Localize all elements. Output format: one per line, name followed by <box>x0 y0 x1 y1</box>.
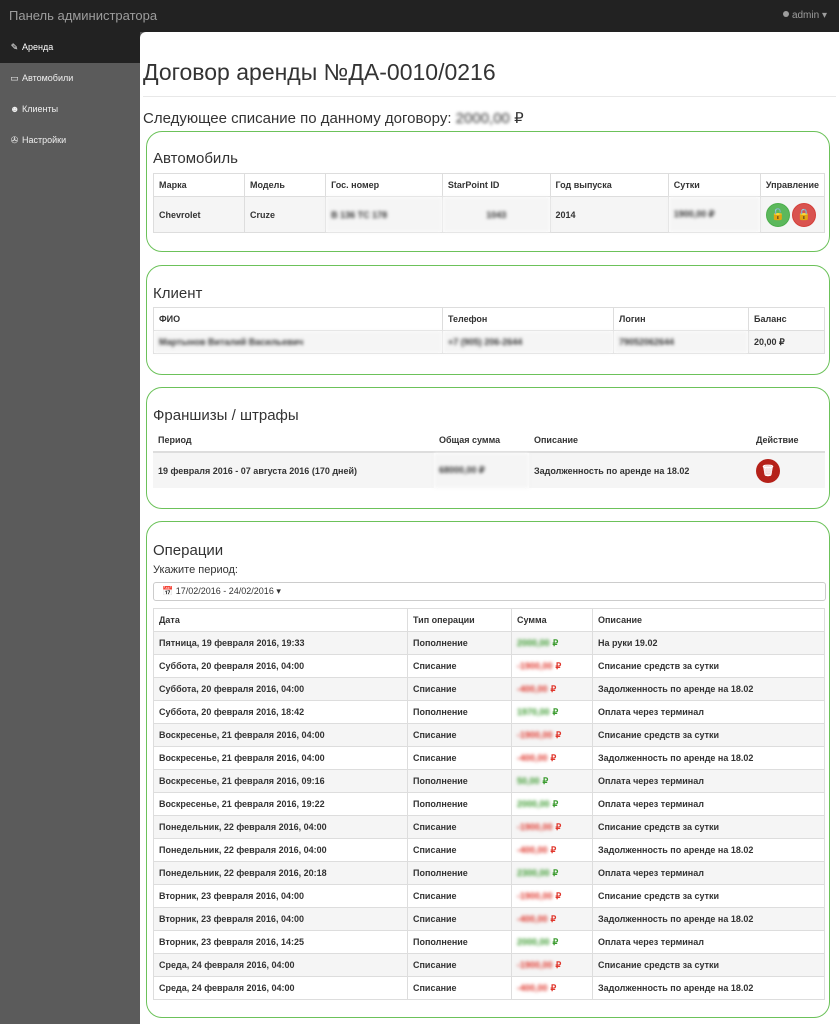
table-row <box>154 724 825 747</box>
currency-sign: ₽ <box>555 821 562 832</box>
column-header: Марка <box>154 174 245 197</box>
amount-value: -400,00 <box>517 683 548 694</box>
operation-date: Пятница, 19 февраля 2016, 19:33 <box>154 632 408 655</box>
client-name: Мартынов Виталий Васильевич <box>154 331 443 354</box>
caret-down-icon: ▾ <box>276 586 281 596</box>
currency-sign: ₽ <box>555 660 562 671</box>
operation-description: Задолженность по аренде на 18.02 <box>593 839 825 862</box>
operation-date: Вторник, 23 февраля 2016, 14:25 <box>154 931 408 954</box>
car-plate: В 136 ТС 178 <box>326 197 443 233</box>
operation-type: Списание <box>408 678 512 701</box>
operation-type: Пополнение <box>408 701 512 724</box>
operation-description: Задолженность по аренде на 18.02 <box>593 908 825 931</box>
table-row <box>154 197 825 233</box>
sidebar-item-label: Клиенты <box>22 104 59 114</box>
sidebar-item-label: Настройки <box>22 135 67 145</box>
calendar-icon: 📅 <box>162 586 174 596</box>
operation-description: Задолженность по аренде на 18.02 <box>593 977 825 1000</box>
operation-description: Списание средств за сутки <box>593 816 825 839</box>
car-panel <box>146 131 830 252</box>
amount-value: -1900,00 <box>517 959 553 970</box>
operation-date: Суббота, 20 февраля 2016, 04:00 <box>154 655 408 678</box>
amount-value: -1900,00 <box>517 660 553 671</box>
table-row <box>154 678 825 701</box>
operation-type: Пополнение <box>408 862 512 885</box>
client-login: 79052062644 <box>614 331 749 354</box>
operation-amount <box>512 747 593 770</box>
table-row <box>154 862 825 885</box>
table-row <box>154 839 825 862</box>
currency-sign: ₽ <box>550 683 557 694</box>
currency-sign: ₽ <box>552 936 559 947</box>
table-row <box>154 885 825 908</box>
amount-value: 2300,00 <box>517 867 550 878</box>
operation-amount <box>512 931 593 954</box>
sidebar-item-settings[interactable] <box>0 125 140 156</box>
fines-panel <box>146 387 830 509</box>
column-header: Модель <box>245 174 326 197</box>
client-balance: 20,00 ₽ <box>749 331 825 354</box>
operation-date: Среда, 24 февраля 2016, 04:00 <box>154 954 408 977</box>
user-menu[interactable]: admin ▾ <box>783 10 827 21</box>
amount-value: 2000,00 <box>517 798 550 809</box>
operation-date: Понедельник, 22 февраля 2016, 04:00 <box>154 839 408 862</box>
table-row <box>153 452 825 488</box>
lock-button[interactable] <box>792 203 816 227</box>
operations-table-body <box>154 632 825 1000</box>
operation-amount <box>512 885 593 908</box>
client-table <box>153 307 825 354</box>
currency-sign: ₽ <box>542 775 549 786</box>
operation-date: Суббота, 20 февраля 2016, 18:42 <box>154 701 408 724</box>
main-content <box>140 32 839 1024</box>
wrench-icon: ✇ <box>10 135 19 145</box>
operation-description: На руки 19.02 <box>593 632 825 655</box>
car-model: Cruze <box>245 197 326 233</box>
operation-amount <box>512 954 593 977</box>
operation-description: Оплата через терминал <box>593 701 825 724</box>
fine-description: Задолженность по аренде на 18.02 <box>529 452 751 488</box>
column-header: Период <box>153 429 434 452</box>
table-row <box>154 331 825 354</box>
table-row <box>154 793 825 816</box>
operation-description: Задолженность по аренде на 18.02 <box>593 747 825 770</box>
fines-heading: Франшизы / штрафы <box>153 407 299 424</box>
amount-value: -1900,00 <box>517 821 553 832</box>
column-header: StarPoint ID <box>442 174 550 197</box>
car-heading: Автомобиль <box>153 150 238 167</box>
operation-description: Оплата через терминал <box>593 793 825 816</box>
column-header: Сутки <box>668 174 760 197</box>
operation-amount <box>512 816 593 839</box>
title-divider <box>143 96 836 97</box>
operation-type: Списание <box>408 839 512 862</box>
operation-type: Списание <box>408 977 512 1000</box>
currency-sign: ₽ <box>550 752 557 763</box>
column-header: ФИО <box>154 308 443 331</box>
operation-type: Пополнение <box>408 931 512 954</box>
operation-date: Воскресенье, 21 февраля 2016, 04:00 <box>154 724 408 747</box>
operation-amount <box>512 908 593 931</box>
column-header: Дата <box>154 609 408 632</box>
table-row <box>154 747 825 770</box>
next-charge-value: 2000,00 <box>455 110 510 127</box>
currency-sign: ₽ <box>550 913 557 924</box>
operation-amount <box>512 977 593 1000</box>
unlock-button[interactable] <box>766 203 790 227</box>
amount-value: -400,00 <box>517 844 548 855</box>
sidebar-item-cars[interactable] <box>0 63 140 94</box>
next-charge-label: Следующее списание по данному договору: <box>143 110 452 127</box>
currency-sign: ₽ <box>555 729 562 740</box>
trash-icon: 🗑 <box>761 464 775 477</box>
operations-table <box>153 608 825 1000</box>
car-starpoint-id: 1043 <box>442 197 550 233</box>
operation-type: Списание <box>408 747 512 770</box>
period-label: Укажите период: <box>153 564 238 576</box>
car-brand: Chevrolet <box>154 197 245 233</box>
column-header: Действие <box>751 429 825 452</box>
car-controls <box>760 197 824 233</box>
operation-date: Понедельник, 22 февраля 2016, 04:00 <box>154 816 408 839</box>
column-header: Тип операции <box>408 609 512 632</box>
column-header: Год выпуска <box>550 174 668 197</box>
sidebar-item-label: Автомобили <box>22 73 74 83</box>
edit-icon: ✎ <box>10 42 19 52</box>
amount-value: 2000,00 <box>517 936 550 947</box>
operation-type: Списание <box>408 655 512 678</box>
amount-value: 50,00 <box>517 775 540 786</box>
table-row <box>154 816 825 839</box>
sidebar-item-label: Аренда <box>22 42 54 52</box>
column-header: Телефон <box>443 308 614 331</box>
operation-description: Списание средств за сутки <box>593 885 825 908</box>
operation-amount <box>512 701 593 724</box>
operation-amount <box>512 862 593 885</box>
column-header: Гос. номер <box>326 174 443 197</box>
operation-description: Списание средств за сутки <box>593 724 825 747</box>
sidebar <box>0 32 140 1024</box>
operation-type: Списание <box>408 885 512 908</box>
operation-date: Понедельник, 22 февраля 2016, 20:18 <box>154 862 408 885</box>
amount-value: -400,00 <box>517 913 548 924</box>
operations-heading: Операции <box>153 542 224 559</box>
operation-amount <box>512 632 593 655</box>
column-header: Логин <box>614 308 749 331</box>
table-row <box>154 954 825 977</box>
currency-sign: ₽ <box>555 959 562 970</box>
operation-date: Воскресенье, 21 февраля 2016, 04:00 <box>154 747 408 770</box>
currency-sign: ₽ <box>552 867 559 878</box>
table-row <box>154 632 825 655</box>
currency-sign: ₽ <box>552 637 559 648</box>
operation-amount <box>512 678 593 701</box>
delete-button[interactable] <box>756 459 780 483</box>
fine-total: 68000,00 ₽ <box>434 452 529 488</box>
operation-type: Пополнение <box>408 632 512 655</box>
operation-description: Оплата через терминал <box>593 862 825 885</box>
table-row <box>154 701 825 724</box>
operation-amount <box>512 655 593 678</box>
operation-type: Пополнение <box>408 793 512 816</box>
operations-panel <box>146 521 830 1018</box>
column-header: Баланс <box>749 308 825 331</box>
next-charge-info <box>143 109 524 127</box>
operation-date: Среда, 24 февраля 2016, 04:00 <box>154 977 408 1000</box>
car-table <box>153 173 825 233</box>
operation-type: Списание <box>408 954 512 977</box>
operation-type: Пополнение <box>408 770 512 793</box>
car-icon: ▭ <box>10 73 19 83</box>
client-heading: Клиент <box>153 285 203 302</box>
operation-amount <box>512 770 593 793</box>
operation-description: Задолженность по аренде на 18.02 <box>593 678 825 701</box>
sidebar-item-rent[interactable] <box>0 32 140 63</box>
currency-sign: ₽ <box>552 706 559 717</box>
fine-action <box>751 452 825 488</box>
operation-description: Оплата через терминал <box>593 770 825 793</box>
amount-value: 1970,00 <box>517 706 550 717</box>
operation-amount <box>512 793 593 816</box>
operation-type: Списание <box>408 724 512 747</box>
fine-period: 19 февраля 2016 - 07 августа 2016 (170 дней) <box>153 452 434 488</box>
currency-sign: ₽ <box>550 982 557 993</box>
table-row <box>154 770 825 793</box>
app-title[interactable]: Панель администратора <box>9 8 158 23</box>
lock-open-icon: 🔓 <box>770 208 785 221</box>
operation-type: Списание <box>408 908 512 931</box>
operation-description: Списание средств за сутки <box>593 655 825 678</box>
column-header: Описание <box>529 429 751 452</box>
amount-value: -1900,00 <box>517 890 553 901</box>
users-icon: ☻ <box>10 104 20 114</box>
table-row <box>154 655 825 678</box>
operation-amount <box>512 839 593 862</box>
operation-date: Вторник, 23 февраля 2016, 04:00 <box>154 885 408 908</box>
currency-sign: ₽ <box>555 890 562 901</box>
column-header: Сумма <box>512 609 593 632</box>
page-title: Договор аренды №ДА-0010/0216 <box>143 59 496 85</box>
amount-value: -1900,00 <box>517 729 553 740</box>
operation-description: Оплата через терминал <box>593 931 825 954</box>
currency-sign: ₽ <box>514 110 524 127</box>
operation-description: Списание средств за сутки <box>593 954 825 977</box>
table-row <box>154 908 825 931</box>
lock-icon: 🔒 <box>796 208 811 221</box>
operation-date: Суббота, 20 февраля 2016, 04:00 <box>154 678 408 701</box>
operation-amount <box>512 724 593 747</box>
client-phone: +7 (905) 206-2644 <box>443 331 614 354</box>
amount-value: -400,00 <box>517 752 548 763</box>
amount-value: -400,00 <box>517 982 548 993</box>
operation-date: Вторник, 23 февраля 2016, 04:00 <box>154 908 408 931</box>
sidebar-item-clients[interactable] <box>0 94 140 125</box>
user-name: admin <box>791 10 820 21</box>
currency-sign: ₽ <box>550 844 557 855</box>
table-row <box>154 931 825 954</box>
operation-date: Воскресенье, 21 февраля 2016, 19:22 <box>154 793 408 816</box>
top-navbar <box>0 0 839 32</box>
client-panel <box>146 265 830 375</box>
user-icon <box>783 11 789 17</box>
car-daily-rate: 1900,00 ₽ <box>668 197 760 233</box>
column-header: Общая сумма <box>434 429 529 452</box>
date-range-value: 17/02/2016 - 24/02/2016 <box>175 586 274 596</box>
operation-type: Списание <box>408 816 512 839</box>
amount-value: 2000,00 <box>517 637 550 648</box>
date-range-picker[interactable] <box>153 582 826 601</box>
operation-date: Воскресенье, 21 февраля 2016, 09:16 <box>154 770 408 793</box>
car-year: 2014 <box>550 197 668 233</box>
table-row <box>154 977 825 1000</box>
column-header: Описание <box>593 609 825 632</box>
currency-sign: ₽ <box>552 798 559 809</box>
fines-table <box>153 429 825 488</box>
column-header: Управление <box>760 174 824 197</box>
